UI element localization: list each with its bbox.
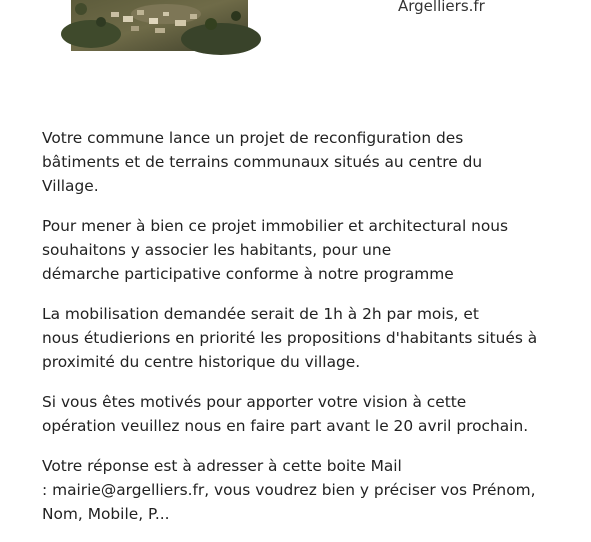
paragraph-project-intro — [42, 126, 577, 198]
text-line: : mairie@argelliers.fr, vous voudrez bien y préciser vos Prénom, — [42, 481, 536, 499]
text-line: nous étudierions en priorité les propositions d'habitants situés à — [42, 329, 538, 347]
text-line: Votre commune lance un projet de reconfiguration des — [42, 129, 464, 147]
text-line: opération veuillez nous en faire part avant le 20 avril prochain. — [42, 417, 529, 435]
paragraph-commitment — [42, 302, 577, 374]
text-line: Pour mener à bien ce projet immobilier et architectural nous — [42, 217, 509, 235]
text-line: Votre réponse est à adresser à cette boite Mail — [42, 457, 402, 475]
text-line: Village. — [42, 177, 99, 195]
text-line: démarche participative conforme à notre programme — [42, 265, 454, 283]
text-line: Si vous êtes motivés pour apporter votre vision à cette — [42, 393, 467, 411]
village-photo-graphic — [71, 0, 248, 51]
paragraph-deadline — [42, 390, 577, 438]
text-line: souhaitons y associer les habitants, pour une — [42, 241, 392, 259]
text-line: bâtiments et de terrains communaux situés au centre du — [42, 153, 483, 171]
village-aerial-photo — [71, 0, 248, 51]
site-link[interactable]: Argelliers.fr — [398, 0, 485, 15]
paragraph-participation — [42, 214, 577, 286]
text-line: proximité du centre historique du village. — [42, 353, 361, 371]
article-body — [42, 126, 577, 542]
text-line: Nom, Mobile, P... — [42, 505, 170, 523]
paragraph-contact — [42, 454, 577, 526]
text-line: La mobilisation demandée serait de 1h à 2h par mois, et — [42, 305, 479, 323]
